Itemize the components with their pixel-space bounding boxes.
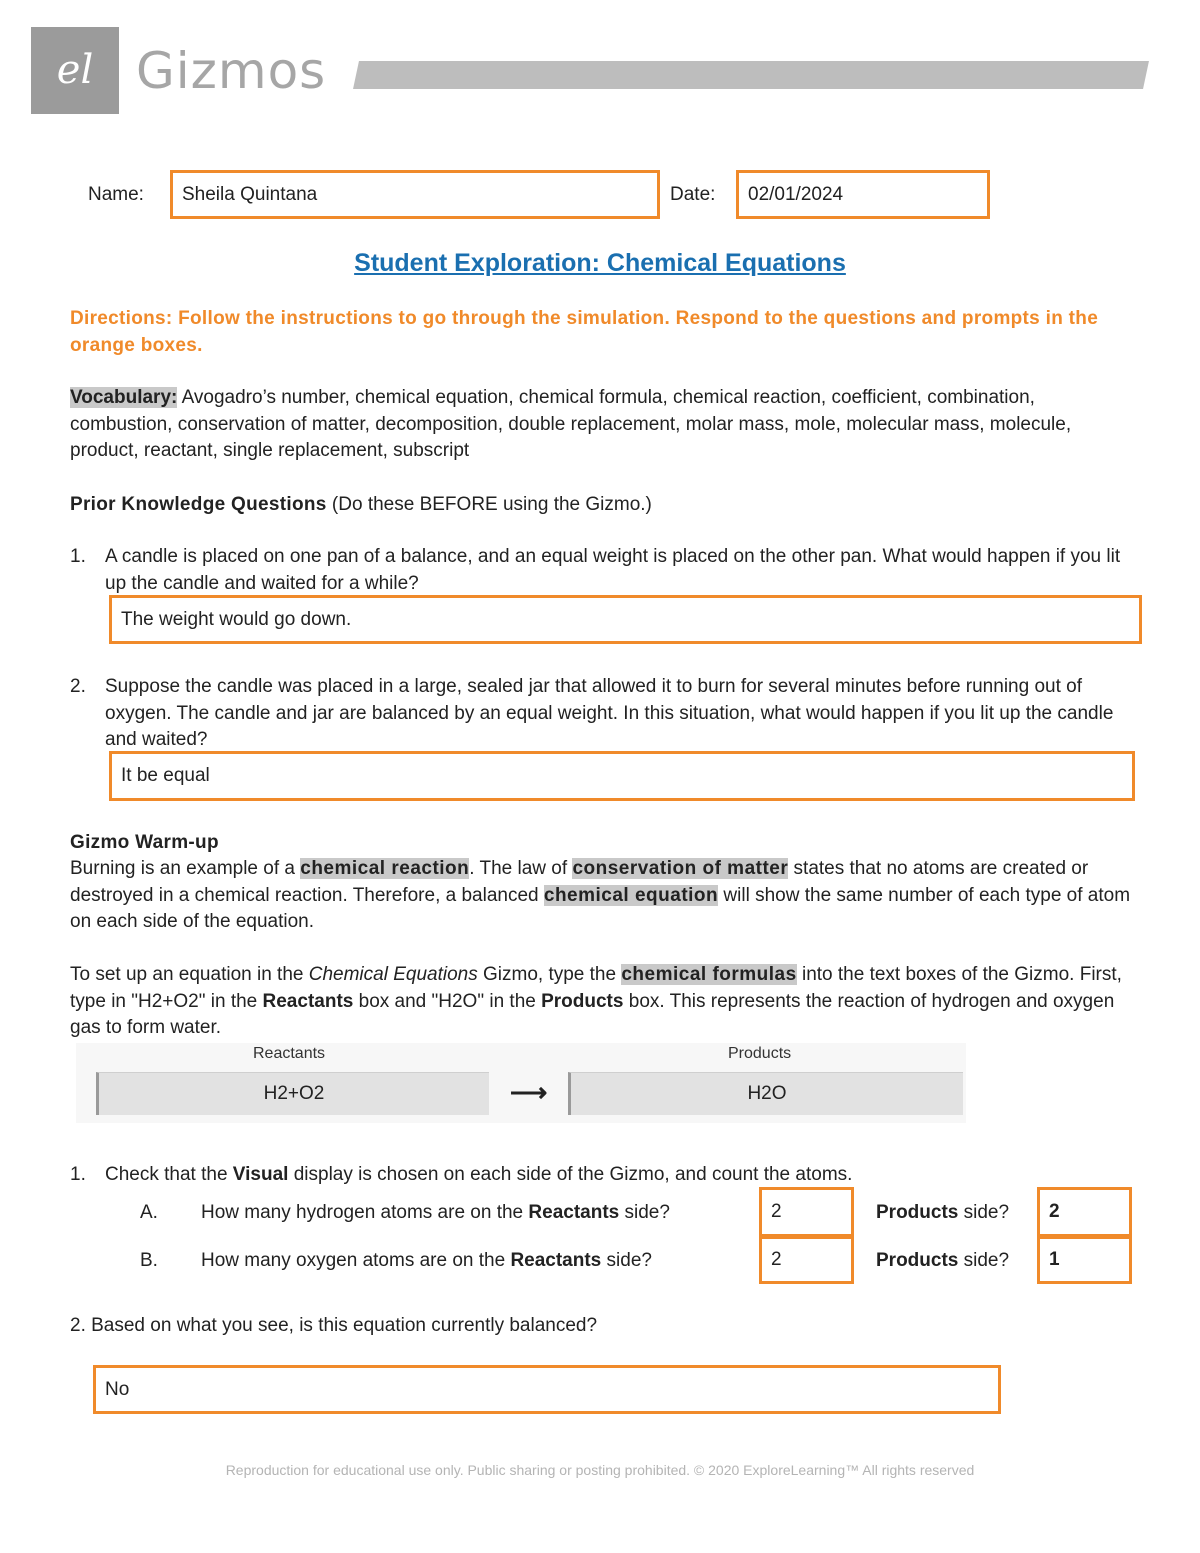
qa-reactants-answer: 2 (771, 1201, 782, 1222)
q1-text: A candle is placed on one pan of a balance, and an equal weight is placed on the other pan. What would happen if you lit up the candle and waited for a while? (105, 546, 1121, 594)
question-text: Check that the (105, 1164, 233, 1185)
name-field[interactable] (170, 170, 660, 219)
warmup-text: states that no atoms are created or destroyed in a chemical reaction. Therefore, a balanced (70, 858, 1089, 906)
warmup-text: box. This represents the reaction of hydrogen and oxygen gas to form water. (70, 990, 1115, 1038)
warmup-text: To set up an equation in the (70, 964, 309, 985)
warmup-text: Burning is an example of a (70, 858, 301, 879)
question-a-text (201, 1200, 670, 1227)
warmup-heading: Gizmo Warm-up (70, 832, 219, 853)
q1-answer: The weight would go down. (121, 608, 352, 630)
question-2-answer-box[interactable] (93, 1365, 1001, 1414)
qb-reactants-answer: 2 (771, 1249, 782, 1270)
brand-name: Gizmos (136, 42, 327, 100)
date-field[interactable] (736, 170, 990, 219)
name-label: Name: (88, 184, 144, 205)
question-text: How many oxygen atoms are on the (201, 1250, 511, 1271)
qb-products-label (876, 1248, 1009, 1275)
term-conservation-of-matter: conservation of matter (572, 858, 789, 879)
question-a-letter: A. (140, 1202, 158, 1223)
q1-number: 1. (70, 546, 86, 567)
header-bar (353, 61, 1149, 89)
prior-question-2 (0, 674, 1200, 754)
warmup-text: box and "H2O" in the (353, 990, 542, 1012)
q2-answer: It be equal (121, 765, 210, 786)
term-chemical-reaction: chemical reaction (300, 858, 470, 879)
products-bold: Products (541, 990, 624, 1012)
visual-bold: Visual (232, 1164, 289, 1185)
products-bold: Products (876, 1250, 959, 1271)
vocabulary (70, 385, 1140, 465)
products-bold: Products (876, 1202, 959, 1223)
warmup-text: into the text boxes of the Gizmo. First, type in "H2+O2" in the (70, 964, 1122, 1012)
page-title: Student Exploration: Chemical Equations (354, 249, 846, 277)
qb-reactants-box[interactable] (759, 1236, 854, 1284)
reactants-bold: Reactants (528, 1202, 620, 1223)
question-2-text: 2. Based on what you see, is this equation currently balanced? (70, 1315, 598, 1336)
gizmo-name: Chemical Equations (308, 964, 478, 985)
warmup-paragraph-1 (70, 856, 1140, 936)
term-chemical-formulas: chemical formulas (621, 964, 797, 985)
footer-copyright: Reproduction for educational use only. Public sharing or posting prohibited. © 2020 ExploreLearning™ All rights reserved (225, 1462, 975, 1478)
warmup-text: . The law of (469, 858, 573, 879)
vocabulary-label: Vocabulary: (70, 387, 178, 408)
qb-products-answer: 1 (1049, 1249, 1060, 1270)
q2-text: Suppose the candle was placed in a large, sealed jar that allowed it to burn for several minutes before running out of oxygen. The candle and jar are balanced by an equal weight. In this situation, what would happen if you lit up the candle and waited? (105, 676, 1114, 750)
reactants-bold: Reactants (262, 990, 354, 1012)
products-input[interactable]: H2O (568, 1072, 963, 1115)
q1-answer-box[interactable] (109, 595, 1142, 644)
question-text: side? (619, 1202, 670, 1223)
date-value: 02/01/2024 (748, 183, 844, 205)
date-label: Date: (670, 184, 716, 205)
products-label: Products (728, 1045, 792, 1062)
question-text: side? (958, 1202, 1010, 1223)
reactants-label: Reactants (253, 1045, 326, 1062)
question-b-text (201, 1248, 652, 1275)
gizmo-equation-widget (76, 1043, 966, 1123)
qb-products-box[interactable] (1037, 1236, 1132, 1284)
gizmos-logo (31, 27, 119, 114)
question-1-number: 1. (70, 1164, 86, 1185)
warmup-text: Gizmo, type the (477, 964, 622, 985)
prior-heading: Prior Knowledge Questions (70, 494, 327, 515)
q2-number: 2. (70, 676, 86, 697)
question-text: side? (601, 1250, 652, 1271)
qa-reactants-box[interactable] (759, 1187, 854, 1237)
term-chemical-equation: chemical equation (543, 884, 719, 906)
prior-knowledge-heading (70, 492, 1140, 519)
logo-glyph: el (56, 47, 94, 93)
qa-products-box[interactable] (1037, 1187, 1132, 1237)
directions: Directions: Follow the instructions to go through the simulation. Respond to the questions and prompts in the orange boxes. (70, 308, 1099, 356)
question-b-letter: B. (140, 1250, 158, 1271)
question-text: display is chosen on each side of the Gizmo, and count the atoms. (288, 1164, 853, 1185)
qa-products-label (876, 1200, 1009, 1227)
reactants-bold: Reactants (510, 1250, 602, 1271)
reactants-input[interactable]: H2+O2 (96, 1072, 489, 1115)
warmup-paragraph-2 (70, 962, 1140, 1042)
warmup-text: will show the same number of each type of atom on each side of the equation. (70, 884, 1131, 932)
vocabulary-text: Avogadro’s number, chemical equation, chemical formula, chemical reaction, coefficient, combination, combustion, conservation of matter, decomposition, double replacement, molar mass, mole, molecular mass, molecule, product, reactant, single replacement, subscript (70, 387, 1072, 461)
q2-answer-box[interactable] (109, 751, 1135, 801)
name-value: Sheila Quintana (182, 183, 318, 205)
qa-products-answer: 2 (1049, 1201, 1060, 1222)
prior-note: (Do these BEFORE using the Gizmo.) (326, 494, 652, 515)
question-1-text (105, 1162, 1135, 1189)
question-text: side? (958, 1250, 1010, 1271)
question-2-answer: No (105, 1378, 130, 1400)
arrow-right-icon: ⟶ (510, 1077, 548, 1107)
question-text: How many hydrogen atoms are on the (201, 1202, 529, 1223)
